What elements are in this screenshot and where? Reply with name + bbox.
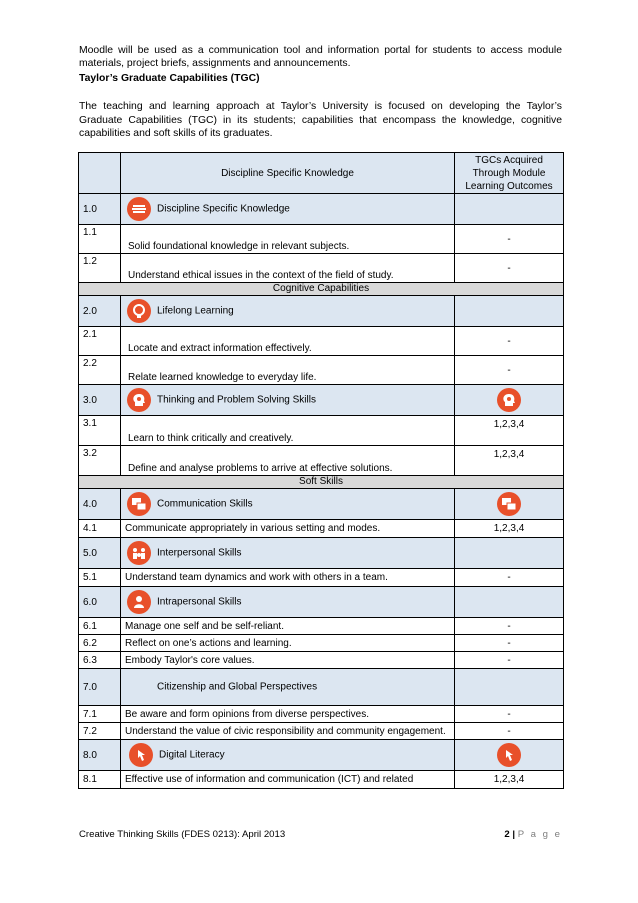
header-blank-cell [79,153,121,194]
tgc-paragraph: The teaching and learning approach at Taylor’s University is focused on developing the Taylor’s Graduate Capabilities (TGC) in its students; capabilities that encompass the knowledge, cognitive capabilities and soft skills of its graduates. [79,101,562,140]
section-label: Digital Literacy [159,749,225,761]
row-number: 6.2 [79,635,121,652]
row-number: 7.1 [79,706,121,723]
row-text: Define and analyse problems to arrive at effective solutions. [121,446,455,476]
section-number: 8.0 [79,740,121,771]
row-text: Be aware and form opinions from diverse perspectives. [121,706,455,723]
digital-literacy-icon [129,743,153,767]
page-word: P a g e [517,829,562,840]
digital-literacy-icon [497,743,521,767]
row-text: Relate learned knowledge to everyday life. [121,356,455,385]
section-label: Citizenship and Global Perspectives [157,681,318,693]
section-label-cell [121,489,455,520]
section-value-cell [455,669,564,706]
row-value: - [455,254,564,283]
section-number: 3.0 [79,385,121,416]
row-text: Understand ethical issues in the context of the field of study. [121,254,455,283]
footer-course: Creative Thinking Skills (FDES 0213): April 2013 [79,829,286,840]
group-row [79,283,564,296]
table-row [79,618,564,635]
table-row [79,225,564,254]
section-value-cell [455,740,564,771]
row-text: Solid foundational knowledge in relevant subjects. [121,225,455,254]
section-row [79,385,564,416]
section-label-cell [121,669,455,706]
section-label: Intrapersonal Skills [157,596,242,608]
row-number: 5.1 [79,569,121,587]
row-value: - [455,618,564,635]
section-label: Communication Skills [157,498,253,510]
row-text: Embody Taylor's core values. [121,652,455,669]
row-value: - [455,652,564,669]
section-label-cell [121,587,455,618]
row-text: Locate and extract information effectively. [121,327,455,356]
person-icon [127,590,151,614]
group-label: Cognitive Capabilities [79,283,564,296]
section-label-cell [121,194,455,225]
section-row [79,194,564,225]
row-value: - [455,569,564,587]
row-number: 3.2 [79,446,121,476]
section-label: Interpersonal Skills [157,547,242,559]
table-row [79,771,564,789]
row-text: Communicate appropriately in various setting and modes. [121,520,455,538]
people-icon [127,541,151,565]
section-number: 5.0 [79,538,121,569]
section-number: 6.0 [79,587,121,618]
section-row [79,669,564,706]
section-value-cell [455,587,564,618]
row-number: 3.1 [79,416,121,446]
row-value: 1,2,3,4 [455,520,564,538]
footer-page [504,829,562,840]
table-row [79,723,564,740]
header-right: TGCs Acquired Through Module Learning Outcomes [455,153,564,194]
row-value: 1,2,3,4 [455,771,564,789]
section-row [79,296,564,327]
row-value: - [455,723,564,740]
row-value: 1,2,3,4 [455,416,564,446]
table-row [79,569,564,587]
row-number: 1.1 [79,225,121,254]
group-row [79,476,564,489]
row-value: - [455,225,564,254]
row-text: Understand team dynamics and work with others in a team. [121,569,455,587]
section-value-cell [455,385,564,416]
section-label-cell [121,296,455,327]
tgc-table [78,152,564,789]
table-row [79,254,564,283]
table-row [79,635,564,652]
row-text: Effective use of information and communication (ICT) and related [121,771,455,789]
group-label: Soft Skills [79,476,564,489]
table-row [79,652,564,669]
row-number: 8.1 [79,771,121,789]
table-row [79,356,564,385]
section-number: 7.0 [79,669,121,706]
row-value: 1,2,3,4 [455,446,564,476]
section-number: 4.0 [79,489,121,520]
section-number: 1.0 [79,194,121,225]
section-row [79,489,564,520]
row-value: - [455,356,564,385]
intro-paragraph: Moodle will be used as a communication tool and information portal for students to access module materials, project briefs, assignments and announcements. [79,45,562,69]
row-number: 6.3 [79,652,121,669]
table-row [79,520,564,538]
row-number: 4.1 [79,520,121,538]
row-number: 6.1 [79,618,121,635]
page-number: 2 | [504,829,516,840]
row-number: 7.2 [79,723,121,740]
table-row [79,327,564,356]
row-number: 1.2 [79,254,121,283]
table-header-row [79,153,564,194]
row-text: Learn to think critically and creatively. [121,416,455,446]
section-value-cell [455,538,564,569]
section-value-cell [455,489,564,520]
table-row [79,446,564,476]
speech-bubbles-icon [497,492,521,516]
section-value-cell [455,194,564,225]
row-value: - [455,327,564,356]
section-label-cell [121,385,455,416]
row-text: Understand the value of civic responsibility and community engagement. [121,723,455,740]
section-number: 2.0 [79,296,121,327]
section-label-cell [121,740,455,771]
book-icon [127,197,151,221]
row-value: - [455,635,564,652]
section-row [79,587,564,618]
table-row [79,706,564,723]
row-text: Manage one self and be self-reliant. [121,618,455,635]
lifelong-learning-icon [127,299,151,323]
section-label: Discipline Specific Knowledge [157,203,290,215]
row-number: 2.2 [79,356,121,385]
head-gear-icon [127,388,151,412]
row-number: 2.1 [79,327,121,356]
section-label: Thinking and Problem Solving Skills [157,394,316,406]
header-title: Discipline Specific Knowledge [121,153,455,194]
section-value-cell [455,296,564,327]
row-value: - [455,706,564,723]
speech-bubbles-icon [127,492,151,516]
head-gear-icon [497,388,521,412]
section-row [79,538,564,569]
section-row [79,740,564,771]
table-row [79,416,564,446]
section-heading: Taylor’s Graduate Capabilities (TGC) [79,73,260,84]
section-label-cell [121,538,455,569]
row-text: Reflect on one’s actions and learning. [121,635,455,652]
section-label: Lifelong Learning [157,305,234,317]
